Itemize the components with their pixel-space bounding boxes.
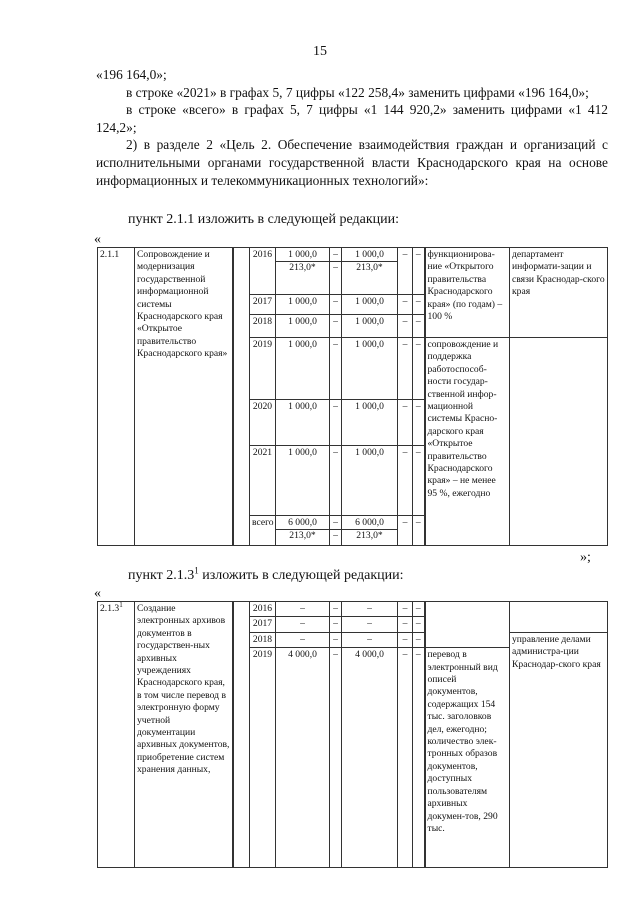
- table-2-1-3: [97, 601, 608, 868]
- t1-c7: –: [398, 516, 413, 546]
- t1-c7: –: [398, 400, 413, 446]
- t1-executor-empty: [510, 338, 608, 546]
- t1-executor: департамент информати-зации и связи Краснодар-ского края: [510, 248, 608, 338]
- t2-c7: –: [398, 648, 413, 868]
- t2-code: [98, 602, 135, 868]
- t1-result-1: функционирова-ние «Открытого правительства Краснодарского края» (по годам) – 100 %: [425, 248, 510, 338]
- t2-c5: –: [330, 648, 342, 868]
- t2-c8: –: [413, 632, 425, 647]
- t2-name: Создание электронных архивов документов в государствен-ных архивных учреждениях Краснодарского края, в том числе перевод в электронную форму учетной документации архивных документов, приобретение систем хранения данных,: [135, 602, 233, 868]
- t2-spacer: [233, 602, 250, 868]
- t1-c8: –: [413, 295, 425, 315]
- t1-c5: –: [330, 338, 342, 400]
- t1-total: 1 000,0: [276, 400, 330, 446]
- t1-year: 2016: [250, 248, 276, 295]
- t2-c5: –: [330, 617, 342, 632]
- t1-c6: 1 000,0: [342, 295, 398, 315]
- t2-c8: –: [413, 648, 425, 868]
- t2-total: –: [276, 617, 330, 632]
- t2-c7: –: [398, 602, 413, 617]
- t1-c5: [330, 516, 342, 546]
- t2-c8: –: [413, 617, 425, 632]
- t2-total: –: [276, 602, 330, 617]
- t1-c7: –: [398, 295, 413, 315]
- t2-c7: –: [398, 632, 413, 647]
- t1-year: всего: [250, 516, 276, 546]
- t1-c6-value: 1 000,0: [355, 249, 384, 260]
- paragraph-4: 2) в разделе 2 «Цель 2. Обеспечение взаимодействия граждан и организаций с исполнительными органами государственной власти Краснодарского края на основе информационных и телекоммуникационных технологий»:: [96, 137, 608, 188]
- t1-c5-value: –: [333, 517, 338, 528]
- t2-total: 4 000,0: [276, 648, 330, 868]
- open-quote-2: «: [94, 586, 101, 601]
- t2-c6: –: [342, 602, 398, 617]
- t2-year: 2018: [250, 632, 276, 647]
- t1-c6-extra: 213,0*: [342, 529, 397, 542]
- punkt2-sup: 1: [194, 565, 199, 576]
- t1-c7: –: [398, 315, 413, 338]
- t1-c5-value: –: [333, 249, 338, 260]
- t1-c6: 1 000,0: [342, 446, 398, 516]
- t2-year: 2019: [250, 648, 276, 868]
- t2-result: перевод в электронный вид описей документов, содержащих 154 тыс. заголовков дел, ежегодно; количество элек-тронных образов документов, доступных пользователям архивных докумен-тов, 290 тыс.: [425, 648, 510, 868]
- t1-c7: –: [398, 446, 413, 516]
- t2-result-empty: [425, 602, 510, 648]
- t1-c7: –: [398, 338, 413, 400]
- t1-name: Сопровождение и модернизация государственной информационной системы Краснодарского края «Открытое правительство Краснодарского края»: [135, 248, 233, 546]
- t1-c5-extra: –: [330, 529, 341, 542]
- t1-c8: –: [413, 338, 425, 400]
- t1-year: 2018: [250, 315, 276, 338]
- t2-c7: –: [398, 617, 413, 632]
- t1-year: 2017: [250, 295, 276, 315]
- paragraph-3: в строке «всего» в графах 5, 7 цифры «1 144 920,2» заменить цифрами «1 412 124,2»;: [96, 102, 608, 135]
- t1-c5: –: [330, 446, 342, 516]
- t1-year: 2021: [250, 446, 276, 516]
- t2-c5: –: [330, 632, 342, 647]
- t1-total-value: 6 000,0: [288, 517, 317, 528]
- open-quote-1: «: [94, 232, 101, 247]
- t1-c8: –: [413, 400, 425, 446]
- punkt-2-1-3-heading: [128, 565, 404, 584]
- t1-c8: –: [413, 516, 425, 546]
- t1-year: 2019: [250, 338, 276, 400]
- body-text: [96, 66, 608, 189]
- t2-c6: –: [342, 632, 398, 647]
- t1-c6: [342, 516, 398, 546]
- t1-code: 2.1.1: [98, 248, 135, 546]
- t1-c7: –: [398, 248, 413, 295]
- t2-year: 2017: [250, 617, 276, 632]
- t1-total: 1 000,0: [276, 446, 330, 516]
- t2-c6: 4 000,0: [342, 648, 398, 868]
- punkt2-prefix: пункт 2.1.3: [128, 568, 195, 583]
- t1-total-extra: 213,0*: [276, 529, 329, 542]
- t2-c6: –: [342, 617, 398, 632]
- t1-c5: –: [330, 295, 342, 315]
- t1-c5: –: [330, 400, 342, 446]
- page-number: 15: [313, 44, 327, 59]
- t1-total: [276, 516, 330, 546]
- t2-code-text: 2.1.3: [100, 603, 120, 614]
- t1-c5: –: [330, 315, 342, 338]
- t1-c6: 1 000,0: [342, 338, 398, 400]
- t2-executor: управление делами администра-ции Краснодар-ского края: [510, 632, 608, 867]
- t1-c6: 1 000,0: [342, 400, 398, 446]
- t1-total-value: 1 000,0: [288, 249, 317, 260]
- paragraph-2: в строке «2021» в графах 5, 7 цифры «122 258,4» заменить цифрами «196 164,0»;: [126, 84, 589, 100]
- t1-total: 1 000,0: [276, 315, 330, 338]
- close-quote-1: »;: [580, 550, 591, 565]
- t1-c5-extra: –: [330, 261, 341, 274]
- t1-c8: –: [413, 248, 425, 295]
- t2-c8: –: [413, 602, 425, 617]
- punkt-2-1-1-heading: пункт 2.1.1 изложить в следующей редакции:: [128, 212, 399, 227]
- t1-total-extra: 213,0*: [276, 261, 329, 274]
- t1-total: 1 000,0: [276, 295, 330, 315]
- t2-code-sup: 1: [119, 601, 123, 609]
- t2-c5: –: [330, 602, 342, 617]
- paragraph-1: «196 164,0»;: [96, 67, 167, 82]
- t1-year: 2020: [250, 400, 276, 446]
- t1-c8: –: [413, 446, 425, 516]
- t1-c6: 1 000,0: [342, 315, 398, 338]
- t1-c6: [342, 248, 398, 295]
- t1-total: [276, 248, 330, 295]
- t1-spacer: [233, 248, 250, 546]
- t2-executor-empty: [510, 602, 608, 633]
- table-2-1-1: [97, 247, 608, 546]
- t1-c6-extra: 213,0*: [342, 261, 397, 274]
- t1-c5: [330, 248, 342, 295]
- t1-c6-value: 6 000,0: [355, 517, 384, 528]
- punkt2-suffix: изложить в следующей редакции:: [198, 568, 404, 583]
- t1-c8: –: [413, 315, 425, 338]
- t2-year: 2016: [250, 602, 276, 617]
- t2-total: –: [276, 632, 330, 647]
- t1-result-2: сопровождение и поддержка работоспособ-ности государ-ственной инфор-мационной системы Красно-дарского края «Открытое правительство Краснодарского края» – не менее 95 %, ежегодно: [425, 338, 510, 546]
- t1-total: 1 000,0: [276, 338, 330, 400]
